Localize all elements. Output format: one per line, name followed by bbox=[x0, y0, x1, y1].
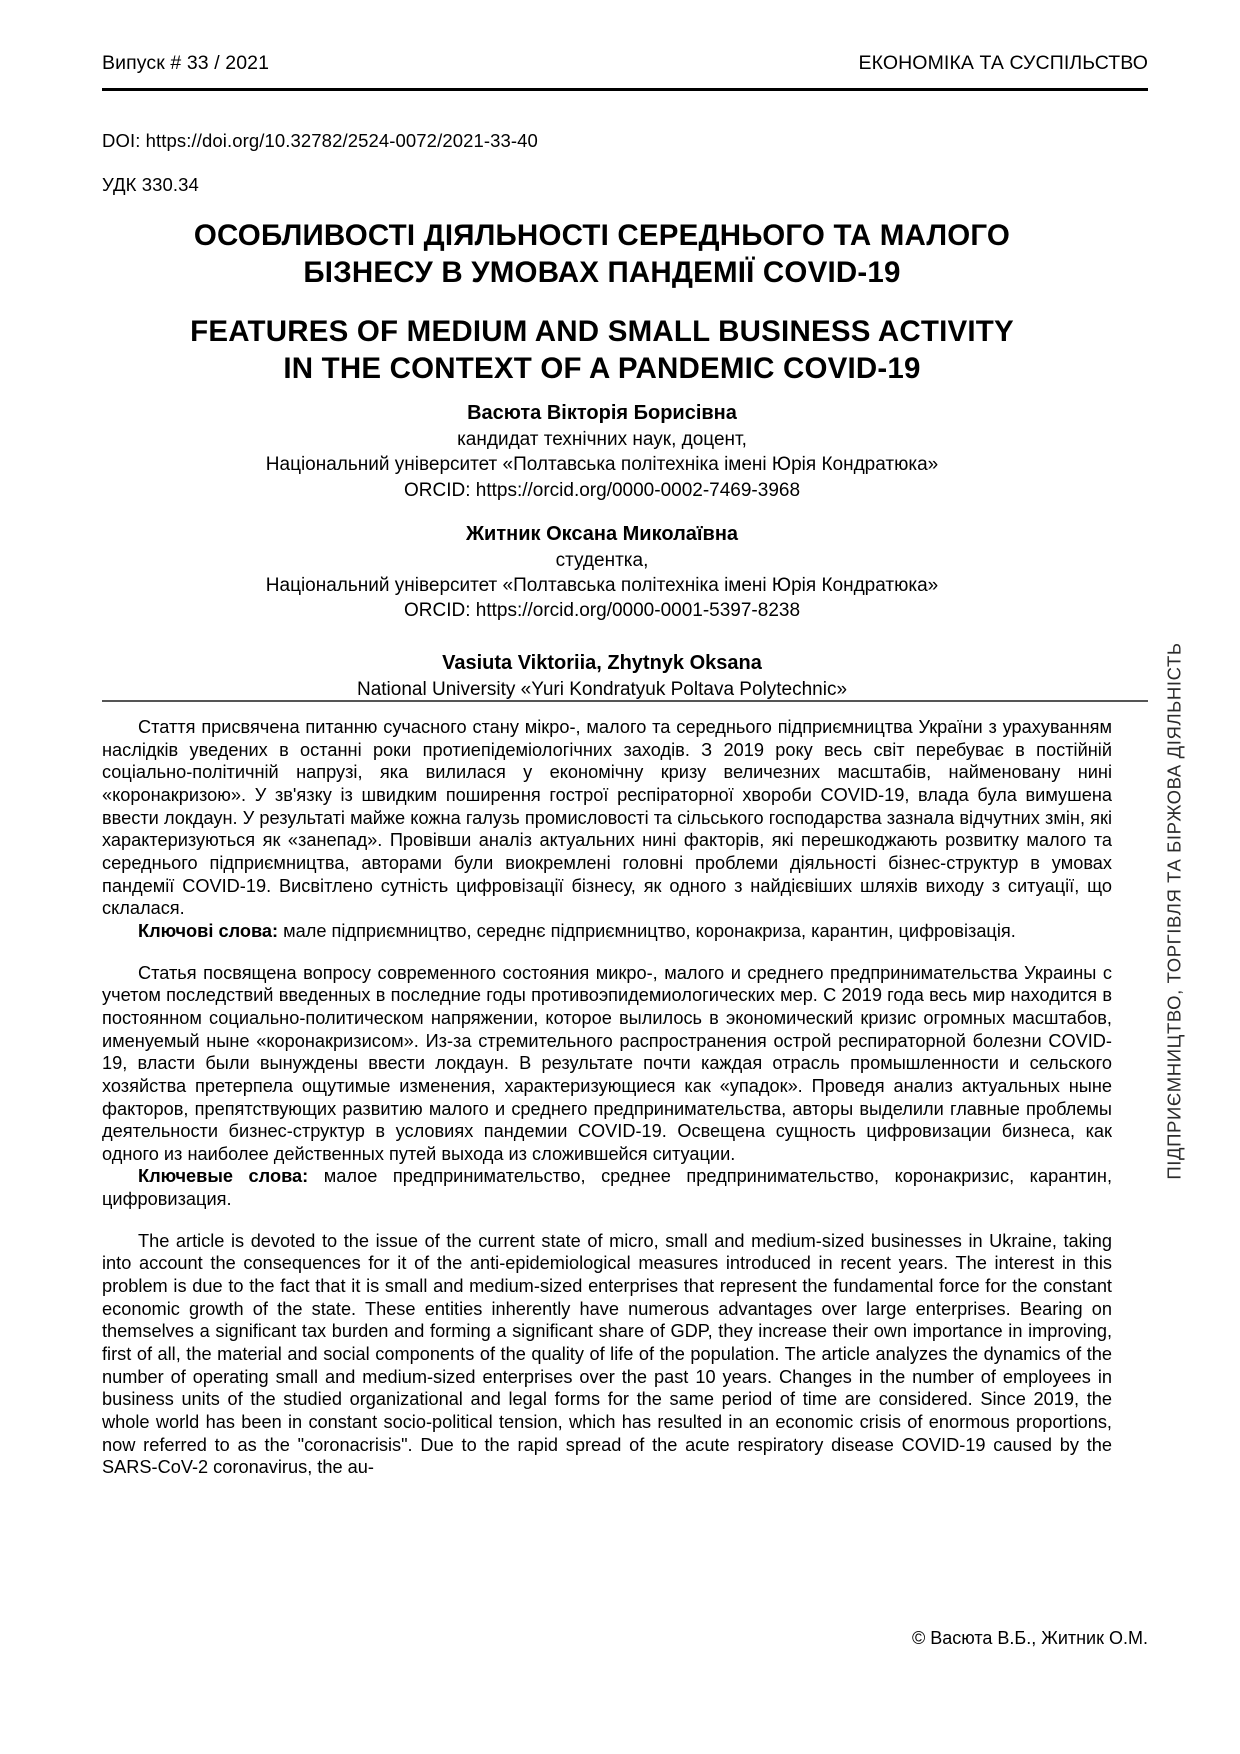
author-name: Васюта Вікторія Борисівна bbox=[467, 402, 737, 424]
spacer bbox=[102, 1211, 1112, 1230]
author-affiliation: Національний університет «Полтавська політехніка імені Юрія Кондратюка» bbox=[265, 575, 939, 597]
section-side-label bbox=[1155, 642, 1195, 1480]
udc-line: УДК 330.34 bbox=[102, 174, 199, 195]
keywords-russian bbox=[102, 1165, 1112, 1210]
abstract-column bbox=[102, 716, 1112, 1479]
running-head bbox=[102, 52, 1148, 75]
title-block bbox=[102, 218, 1102, 388]
abstract-english: The article is devoted to the issue of the current state of micro, small and medium-sized businesses in Ukraine, taking into account the consequences for it of the anti-epidemiological measures introduced in recent years. The interest in this problem is due to the fact that it is small and medium-sized enterprises that represent the fundamental force for the constant economic growth of the state. These entities inherently have numerous advantages over large enterprises. Bearing on themselves a significant tax burden and forming a significant share of GDP, they increase their own importance in improving, first of all, the material and social components of the quality of life of the population. The article analyzes the dynamics of the number of operating small and medium-sized enterprises over the past 10 years. Changes in the number of employees in business units of the studied organizational and legal forms for the same period of time are considered. Since 2019, the whole world has been in constant socio-political tension, which has resulted in an economic crisis of enormous proportions, now referred to as the "coronacrisis". Due to the rapid spread of the acute respiratory disease COVID-19 caused by the SARS-CoV-2 coronavirus, the au- bbox=[102, 1230, 1112, 1478]
copyright-footer: © Васюта В.Б., Житник О.М. bbox=[911, 1628, 1148, 1648]
title-english-line2: IN THE CONTEXT OF A PANDEMIC COVID-19 bbox=[283, 351, 921, 385]
title-ukrainian bbox=[102, 218, 1102, 292]
title-ukrainian-line1: ОСОБЛИВОСТІ ДІЯЛЬНОСТІ СЕРЕДНЬОГО ТА МАЛОГО bbox=[193, 219, 1011, 252]
keywords-russian-value: малое предпринимательство, среднее предпринимательство, коронакризис, карантин, цифровизация. bbox=[102, 1166, 1112, 1210]
header-divider bbox=[102, 88, 1148, 91]
journal-title-label: ЕКОНОМІКА ТА СУСПІЛЬСТВО bbox=[858, 52, 1148, 74]
author-affiliation: Національний університет «Полтавська політехніка імені Юрія Кондратюка» bbox=[265, 454, 939, 476]
author-orcid[interactable]: ORCID: https://orcid.org/0000-0001-5397-8238 bbox=[403, 600, 801, 622]
author-entry-english bbox=[102, 650, 1102, 702]
title-english bbox=[102, 314, 1102, 388]
keywords-ukrainian bbox=[102, 920, 1112, 943]
section-side-label-text: ПІДПРИЄМНИЦТВО, ТОРГІВЛЯ ТА БІРЖОВА ДІЯЛЬНІСТЬ bbox=[1164, 642, 1185, 1180]
spacer bbox=[102, 943, 1112, 962]
author-degree: студентка, bbox=[555, 549, 649, 571]
author-degree: кандидат технічних наук, доцент, bbox=[457, 429, 747, 450]
author-entry-first bbox=[102, 400, 1102, 503]
keywords-ukrainian-label: Ключові слова: bbox=[138, 920, 279, 941]
title-english-line1: FEATURES OF MEDIUM AND SMALL BUSINESS ACTIVITY bbox=[190, 314, 1014, 348]
abstract-russian: Статья посвящена вопросу современного состояния микро-, малого и среднего предпринимательства Украины с учетом последствий введенных в последние годы противоэпидемиологических мер. С 2019 года весь мир находится в постоянном социально-политическом напряжении, которое вылилось в экономический кризис огромных масштабов, именуемый ныне «коронакризисом». Из-за стремительного распространения острой респираторной болезни COVID-19, власти были вынуждены ввести локдаун. В результате почти каждая отрасль промышленности и сельского хозяйства претерпела ощутимые изменения, характеризующиеся как «упадок». Проведя анализ актуальных ныне факторов, препятствующих развитию малого и среднего предпринимательства, авторы выделили главные проблемы деятельности бизнес-структур в условиях пандемии COVID-19. Освещена сущность цифровизации бизнеса, как одного из наиболее действенных путей выхода из сложившейся ситуации. bbox=[102, 962, 1112, 1164]
authors-block bbox=[102, 400, 1102, 720]
author-entry-second bbox=[102, 521, 1102, 624]
abstract-ukrainian: Стаття присвячена питанню сучасного стану мікро-, малого та середнього підприємництва України з урахуванням наслідків уведених в останні роки протиепідеміологічних заходів. З 2019 року весь світ перебуває в постійній соціально-політичній напрузі, яка вилилася у економічну кризу величезних масштабів, найменовану нині «коронакризою». У зв'язку із швидким поширення гострої респіраторної хвороби COVID-19, влада була вимушена ввести локдаун. У результаті майже кожна галузь промисловості та сільського господарства зазнала відчутних змін, які характеризуються як «занепад». Провівши аналіз актуальних нині факторів, які перешкоджають розвитку малого та середнього підприємництва, авторами були виокремлені головні проблеми діяльності бізнес-структур в умовах пандемії COVID-19. Висвітлено сутність цифровізації бізнесу, як одного з найдієвіших шляхів виходу з ситуації, що склалася. bbox=[102, 717, 1112, 919]
keywords-russian-label: Ключевые слова: bbox=[138, 1166, 309, 1187]
author-orcid[interactable]: ORCID: https://orcid.org/0000-0002-7469-3968 bbox=[403, 479, 801, 501]
doi-line[interactable]: DOI: https://doi.org/10.32782/2524-0072/2021-33-40 bbox=[102, 130, 538, 151]
abstract-divider bbox=[102, 700, 1148, 702]
author-affiliation-english: National University «Yuri Kondratyuk Poltava Polytechnic» bbox=[356, 678, 848, 700]
author-names-english: Vasiuta Viktoriia, Zhytnyk Oksana bbox=[442, 651, 762, 674]
keywords-ukrainian-value: мале підприємництво, середнє підприємництво, коронакриза, карантин, цифровізація. bbox=[278, 920, 1016, 941]
title-ukrainian-line2: БІЗНЕСУ В УМОВАХ ПАНДЕМІЇ COVID-19 bbox=[303, 255, 901, 289]
author-name: Житник Оксана Миколаївна bbox=[465, 522, 739, 545]
issue-label: Випуск # 33 / 2021 bbox=[102, 52, 270, 74]
